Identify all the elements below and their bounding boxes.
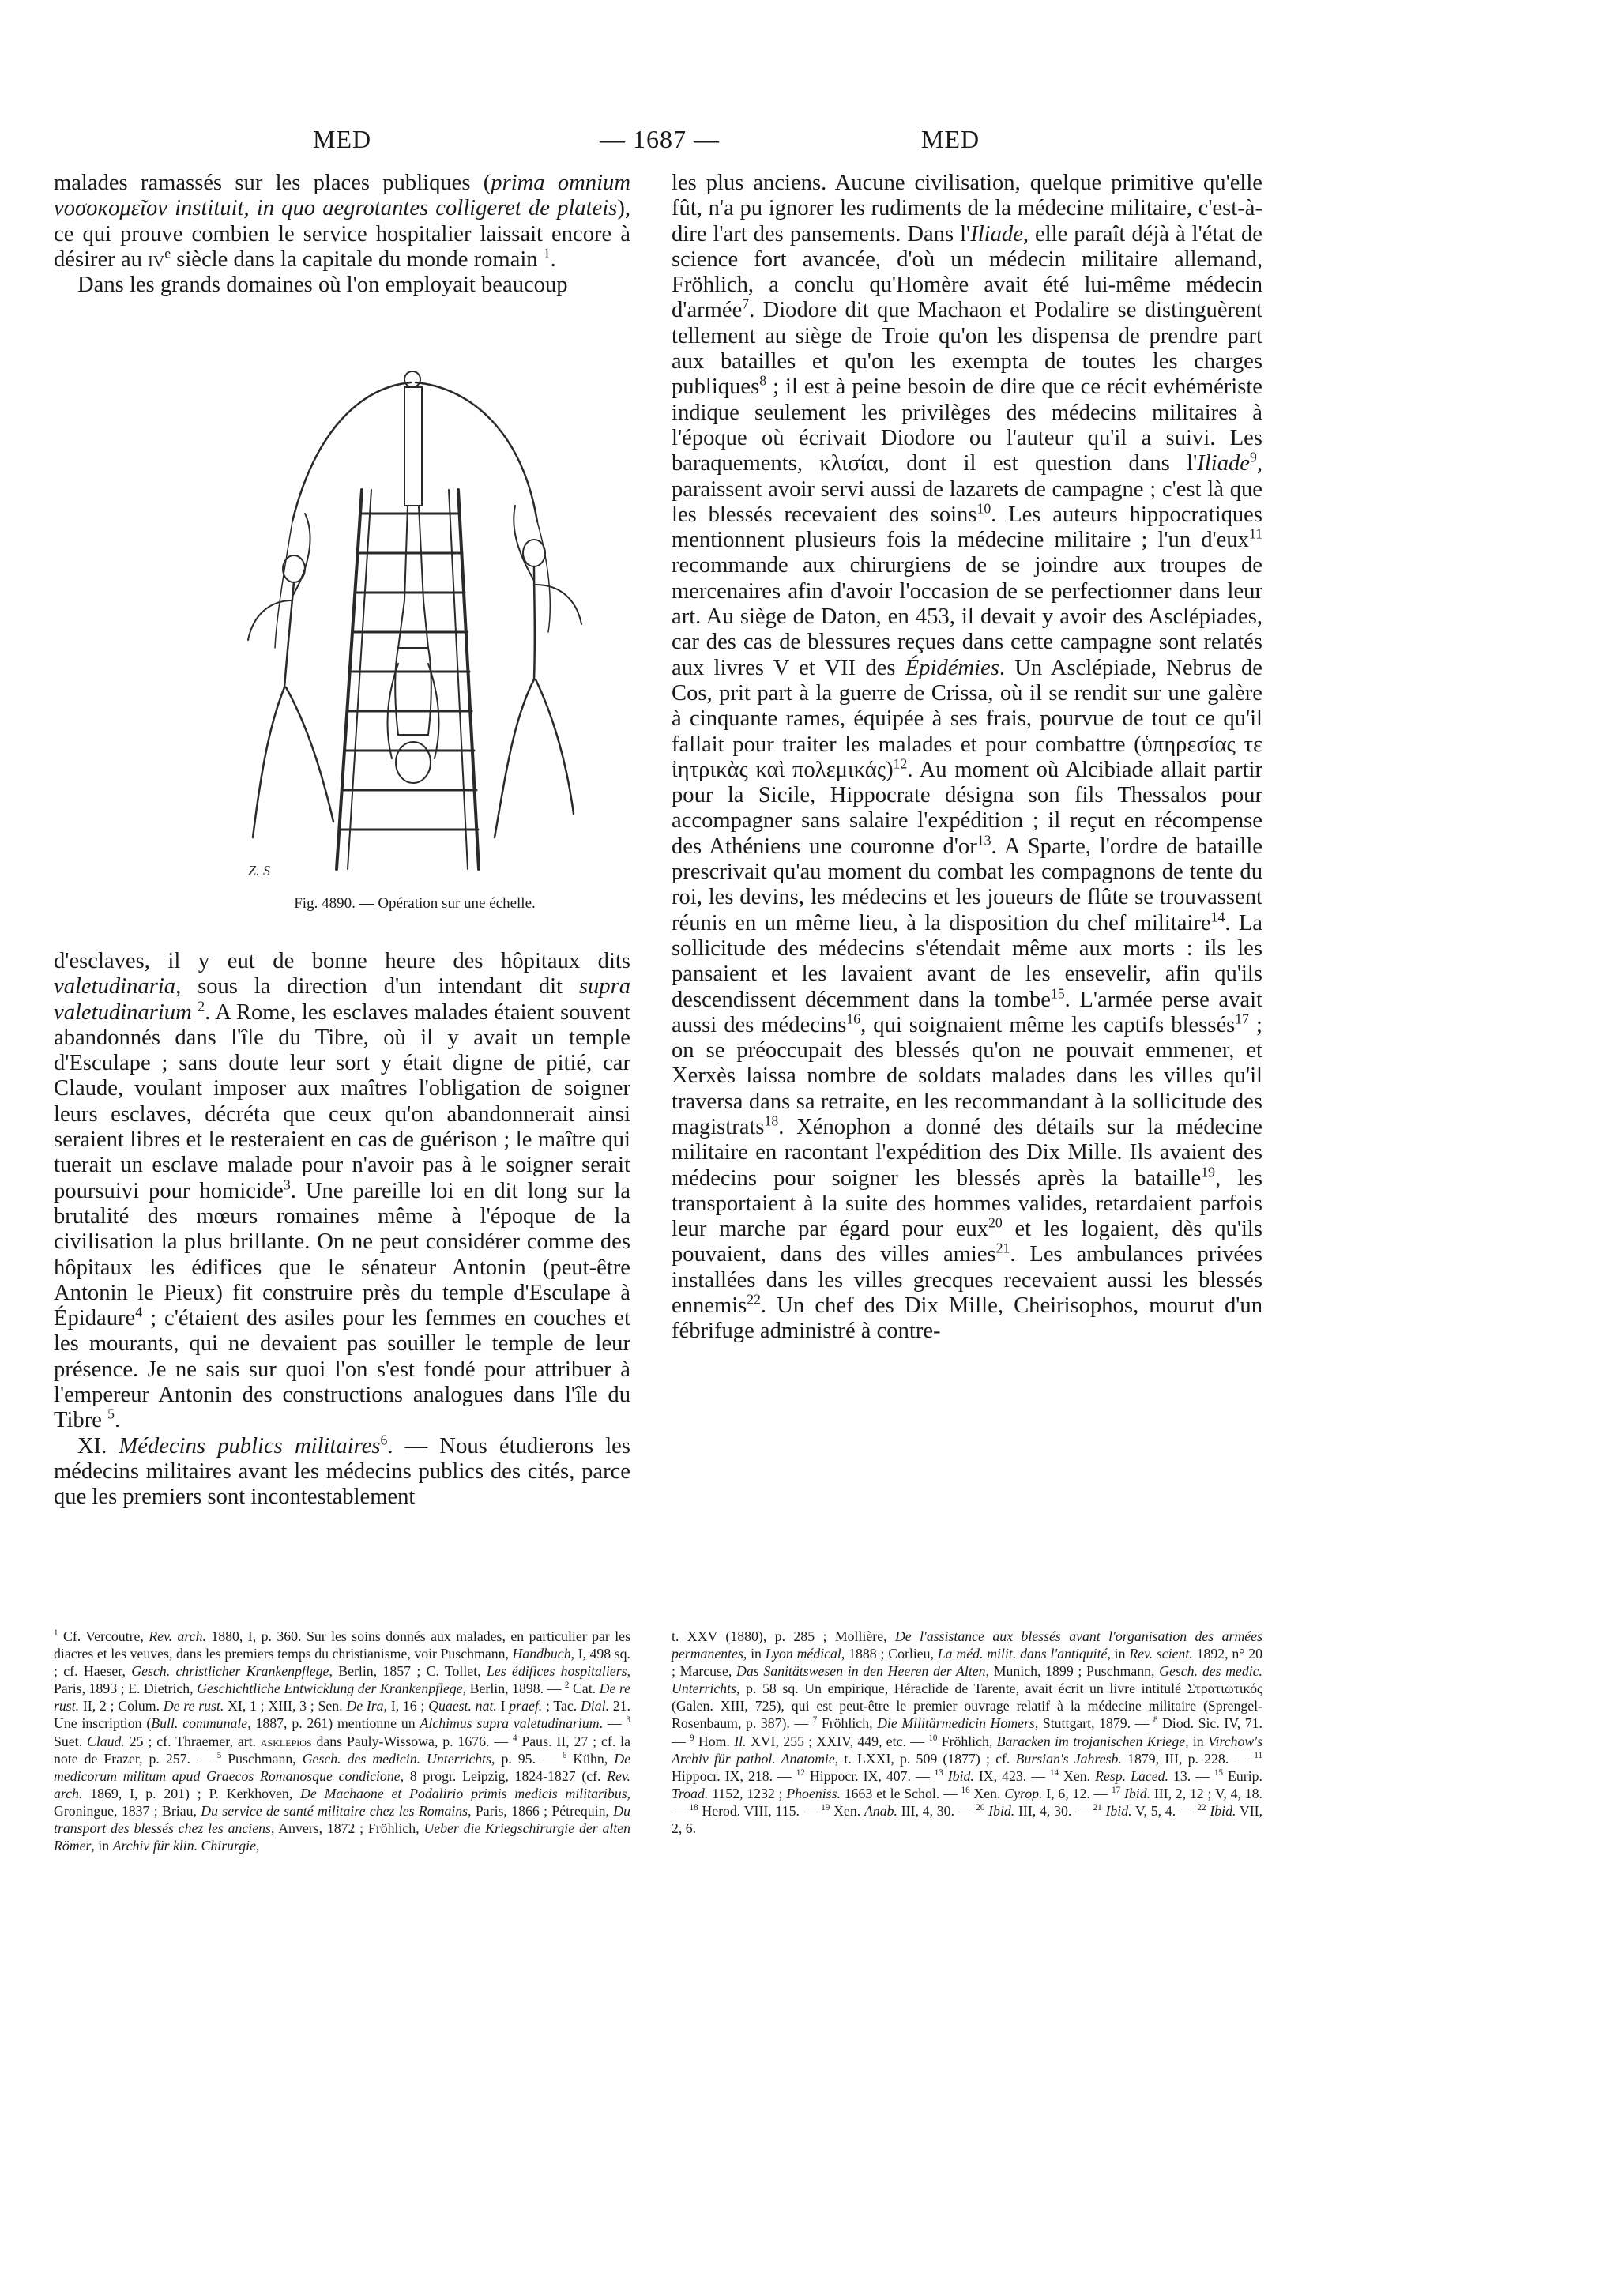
left-column-top xyxy=(54,171,630,298)
left-column-bottom xyxy=(54,949,630,1511)
figure-engraving xyxy=(229,363,600,885)
engraving-illustration xyxy=(229,363,600,885)
paragraph: XI. Médecins publics militaires$^6$. — Nous étudierons les médecins militaires avant les médecins publics des cités, parce que les premiers sont incontestablement xyxy=(54,1432,630,1510)
running-head-left: MED xyxy=(313,125,372,153)
figure-caption: Fig. 4890. — Opération sur une échelle. xyxy=(294,895,536,912)
engraver-signature: Z. S xyxy=(248,863,271,879)
footnotes-right: t. XXV (1880), p. 285 ; Mollière, De l'assistance aux blessés avant l'organisation des armées permanentes, in Lyon médical, 1888 ; Corlieu, La méd. milit. dans l'antiquité, in Rev. scient. 1892, n° 20 ; Marcuse, Das Sanitätswesen in den Heeren der Alten, Munich, 1899 ; Puschmann, Gesch. des medic. Unterrichts, p. 58 sq. Un empirique, Héraclide de Tarente, avait écrit un livre intitulé Στρατιωτικός (Galen. XIII, 725), qui est peut-être le premier ouvrage relatif à la médecine militaire (Sprengel-Rosenbaum, p. 387). — $^7$ Fröhlich, Die Militärmedicin Homers, Stuttgart, 1879. — $^8$ Diod. Sic. IV, 71. — $^9$ Hom. Il. XVI, 255 ; XXIV, 449, etc. — $^{10}$ Fröhlich, Baracken im trojanischen Kriege, in Virchow's Archiv für pathol. Anatomie, t. LXXI, p. 509 (1877) ; cf. Bursian's Jahresb. 1879, III, p. 228. — $^{11}$ Hippocr. IX, 218. — $^{12}$ Hippocr. IX, 407. — $^{13}$ Ibid. IX, 423. — $^{14}$ Xen. Resp. Laced. 13. — $^{15}$ Eurip. Troad. 1152, 1232 ; Phoeniss. 1663 et le Schol. — $^{16}$ Xen. Cyrop. I, 6, 12. — $^{17}$ Ibid. III, 2, 12 ; V, 4, 18. — $^{18}$ Herod. VIII, 115. — $^{19}$ Xen. Anab. III, 4, 30. — $^{20}$ Ibid. III, 4, 30. — $^{21}$ Ibid. V, 5, 4. — $^{22}$ Ibid. VII, 2, 6. xyxy=(672,1628,1263,1837)
paragraph: Dans les grands domaines où l'on employait beaucoup xyxy=(77,273,568,298)
running-head-right: MED xyxy=(921,125,980,153)
paragraph: les plus anciens. Aucune civilisation, quelque primitive qu'elle fût, n'a pu ignorer les rudiments de la médecine militaire, c'est-à-dire l'art des pansements. Dans l'Iliade, elle paraît déjà à l'état de science fort avancée, d'où un médecin militaire allemand, Fröhlich, a conclu qu'Homère avait été lui-même médecin d'armée$^7$. Diodore dit que Machaon et Podalire se distinguèrent tellement au siège de Troie qu'on les dispensa de prendre part aux batailles et qu'on les exempta de toutes les charges publiques$^8$ ; il est à peine besoin de dire que ce récit evhémériste indique seulement les privilèges des médecins militaires à l'époque où écrivait Diodore ou l'auteur qu'il a suivi. Les baraquements, κλισίαι, dont il est question dans l'Iliade$^9$, paraissent avoir servi aussi de lazarets de campagne ; c'est là que les blessés recevaient des soins$^{10}$. Les auteurs hippocratiques mentionnent plusieurs fois la médecine militaire ; l'un d'eux$^{11}$ recommande aux chirurgiens de se joindre aux troupes de mercenaires afin d'avoir l'occasion de se perfectionner dans leur art. Au siège de Daton, en 453, il devait y avoir des Asclépiades, car des cas de blessures reçues dans cette campagne sont relatés aux livres V et VII des Épidémies. Un Asclépiade, Nebrus de Cos, prit part à la guerre de Crissa, où il se rendit sur une galère à cinquante rames, équipée à ses frais, pourvue de tout ce qu'il fallait pour traiter les malades et pour combattre (ὑπηρεσίας τε ἰητρικὰς καὶ πολεμικάς)$^{12}$. Au moment où Alcibiade allait partir pour la Sicile, Hippocrate désigna son fils Thessalos pour accompagner sans salaire l'expédition ; il reçut en récompense des Athéniens une couronne $d'or^{13}$. A Sparte, l'ordre de bataille prescrivait qu'au moment du combat les compagnons de tente du roi, les devins, les médecins et les joueurs de flûte se trouvassent réunis en un même lieu, à la disposition du chef militaire$^{14}$. La sollicitude des médecins s'étendait même aux morts : ils les pansaient et les lavaient avant de les ensevelir, afin qu'ils descendissent décemment dans la tombe$^{15}$. L'armée perse avait aussi des médecins$^{16}$, qui soignaient même les captifs blessés$^{17}$ ; on se préoccupait des blessés qu'on ne pouvait emmener, et Xerxès laissa nombre de soldats malades dans les villes qu'il traversa dans sa retraite, en les recommandant à la sollicitude des magistrats$^{18}$. Xénophon a donné des détails sur la médecine militaire en racontant l'expédition des Dix Mille. Ils avaient des médecins pour soigner les blessés après la bataille$^{19}$, les transportaient à la suite des hommes valides, retardaient parfois leur marche par égard pour eux$^{20}$ et les logaient, dès qu'ils pouvaient, dans des villes amies$^{21}$. Les ambulances privées installées dans les villes grecques recevaient aussi les blessés ennemis$^{22}$. Un chef des Dix Mille, Cheirisophos, mourut d'un fébrifuge administré à contre- xyxy=(672,171,1263,1344)
paragraph: d'esclaves, il y eut de bonne heure des hôpitaux dits valetudinaria, sous la direction d'un intendant dit supra valetudinarium $^2$. A Rome, les esclaves malades étaient souvent abandonnés dans l'île du Tibre, où il y avait un temple d'Esculape ; sans doute leur sort y était digne de pitié, car Claude, voulant imposer aux maîtres l'obligation de soigner leurs esclaves, décréta que ceux qu'on abandonnerait ainsi seraient libres et le resteraient en cas de guérison ; le maître qui tuerait un esclave malade pour n'avoir pas à le soigner serait poursuivi pour homicide$^3$. Une pareille loi en dit long sur la brutalité des mœurs romaines même à l'époque de la civilisation la plus brillante. On ne peut considérer comme des hôpitaux les édifices que le sénateur Antonin (peut-être Antonin le Pieux) fit construire près du temple d'Esculape à Épidaure$^4$ ; c'étaient des asiles pour les femmes en couches et les mourants, qui ne devaient pas souiller le temple de leur présence. Je ne sais sur quoi l'on s'est fondé pour attribuer à l'empereur Antonin des constructions analogues dans l'île du Tibre $^5$. xyxy=(54,949,630,1433)
right-column xyxy=(672,171,1262,1345)
paragraph: malades ramassés sur les places publiques (prima omnium νοσοκομεῖον instituit, in quo aegrotantes colligeret de plateis), ce qui prouve combien le service hospitalier laissait encore à désirer au $iv^e$ siècle dans la capitale du monde romain $^1$. xyxy=(54,171,630,272)
footnotes-left: $^1$ Cf. Vercoutre, Rev. arch. 1880, I, p. 360. Sur les soins donnés aux malades, en particulier par les diacres et les veuves, dans les premiers temps du christianisme, voir Puschmann, Handbuch, I, 498 sq. ; cf. Haeser, Gesch. christlicher Krankenpflege, Berlin, 1857 ; C. Tollet, Les édifices hospitaliers, Paris, 1893 ; E. Dietrich, Geschichtliche Entwicklung der Krankenpflege, Berlin, 1898. — $^2$ Cat. De re rust. II, 2 ; Colum. De re rust. XI, 1 ; XIII, 3 ; Sen. De Ira, I, 16 ; Quaest. nat. I praef. ; Tac. Dial. 21. Une inscription (Bull. communale, 1887, p. 261) mentionne un Alchimus supra valetudinarium. — $^3$ Suet. Claud. 25 ; cf. Thraemer, art. asklepios dans Pauly-Wissowa, p. 1676. — $^4$ Paus. II, 27 ; cf. la note de Frazer, p. 257. — $^5$ Puschmann, Gesch. des medicin. Unterrichts, p. 95. — $^6$ Kühn, De medicorum militum apud Graecos Romanosque condicione, 8 progr. Leipzig, 1824-1827 (cf. Rev. arch. 1869, I, p. 201) ; P. Kerkhoven, De Machaone et Podalirio primis medicis militaribus, Groningue, 1837 ; Briau, Du service de santé militaire chez les Romains, Paris, 1866 ; Pétrequin, Du transport des blessés chez les anciens, Anvers, 1872 ; Fröhlich, Ueber die Kriegschirurgie der alten Römer, in Archiv für klin. Chirurgie, xyxy=(54,1628,631,1854)
page-number: — 1687 — xyxy=(600,125,720,153)
